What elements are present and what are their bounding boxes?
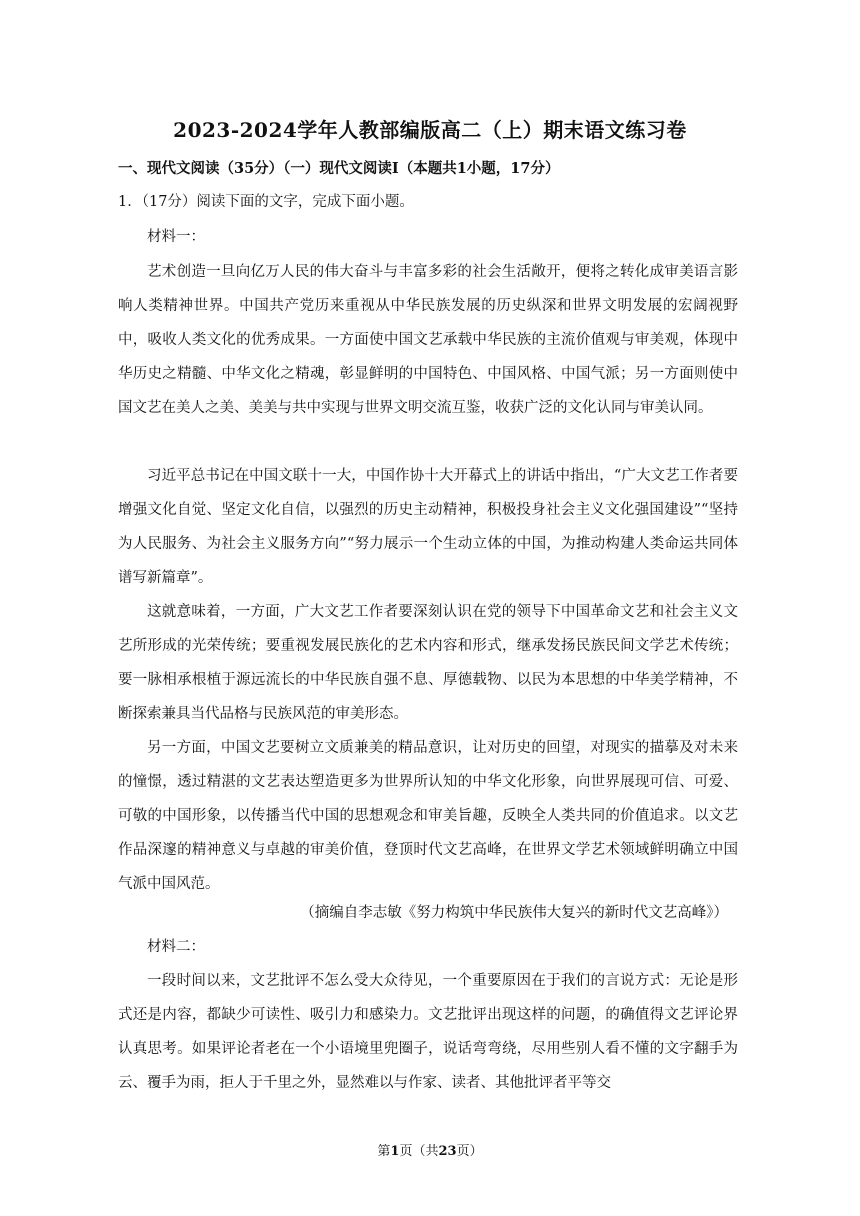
material1-label: 材料一： — [147, 229, 205, 245]
footer-mid: 页（共 — [399, 1144, 439, 1159]
footer-prefix: 第 — [377, 1144, 391, 1159]
material1-paragraph: 另一方面，中国文艺要树立文质兼美的精品意识，让对历史的回望，对现实的描摹及对未来的憧憬，透过精湛的文艺表达塑造更多为世界所认知的中华文化形象，向世界展现可信、可爱、可敬的中国形象，以传播当代中国的思想观念和审美旨趣，反映全人类共同的价值追求。以文艺作品深邃的精神意义与卓越的审美价值，登顶时代文艺高峰，在世界文学艺术领域鲜明确立中国气派中国风范。 — [118, 740, 738, 892]
document-title: 2023-2024学年人教部编版高二（上）期末语文练习卷 — [173, 118, 687, 142]
question-intro: 1．（17分）阅读下面的文字，完成下面小题。 — [118, 194, 414, 210]
page-footer — [0, 1140, 860, 1159]
material1-paragraph: 这就意味着，一方面，广大文艺工作者要深刻认识在党的领导下中国革命文艺和社会主义文艺所形成的光荣传统；要重视发展民族化的艺术内容和形式，继承发扬民族民间文学艺术传统；要一脉相承根植于源远流长的中华民族自强不息、厚德载物、以民为本思想的中华美学精神，不断探索兼具当代品格与民族风范的审美形态。 — [118, 604, 738, 722]
section-heading: 一、现代文阅读（35分）（一）现代文阅读Ⅰ（本题共1小题，17分） — [118, 160, 560, 177]
material1-source: （摘编自李志敏《努力构筑中华民族伟大复兴的新时代文艺高峰》） — [300, 905, 728, 921]
material1-paragraph: 艺术创造一旦向亿万人民的伟大奋斗与丰富多彩的社会生活敞开，便将之转化成审美语言影响人类精神世界。中国共产党历来重视从中华民族发展的历史纵深和世界文明发展的宏阔视野中，吸收人类文化的优秀成果。一方面使中国文艺承载中华民族的主流价值观与审美观，体现中华历史之精髓、中华文化之精魂，彰显鲜明的中国特色、中国风格、中国气派；另一方面则使中国文艺在美人之美、美美与共中实现与世界文明交流互鉴，收获广泛的文化认同与审美认同。 — [118, 264, 738, 416]
footer-total-pages: 23 — [438, 1144, 457, 1159]
footer-suffix: 页） — [456, 1144, 483, 1159]
material2-paragraph: 一段时间以来，文艺批评不怎么受大众待见，一个重要原因在于我们的言说方式：无论是形式还是内容，都缺少可读性、吸引力和感染力。文艺批评出现这样的问题，的确值得文艺评论界认真思考。如果评论者老在一个小语境里兜圈子，说话弯弯绕，尽用些别人看不懂的文字翻手为云、覆手为雨，拒人于千里之外，显然难以与作家、读者、其他批评者平等交 — [118, 973, 738, 1091]
footer-page-number: 1 — [390, 1144, 400, 1159]
material2-label: 材料二： — [147, 939, 205, 955]
material1-paragraph: 习近平总书记在中国文联十一大，中国作协十大开幕式上的讲话中指出，“广大文艺工作者要增强文化自觉、坚定文化自信，以强烈的历史主动精神，积极投身社会主义文化强国建设”“坚持为人民服务、为社会主义服务方向”“努力展示一个生动立体的中国，为推动构建人类命运共同体谱写新篇章”。 — [118, 468, 738, 586]
